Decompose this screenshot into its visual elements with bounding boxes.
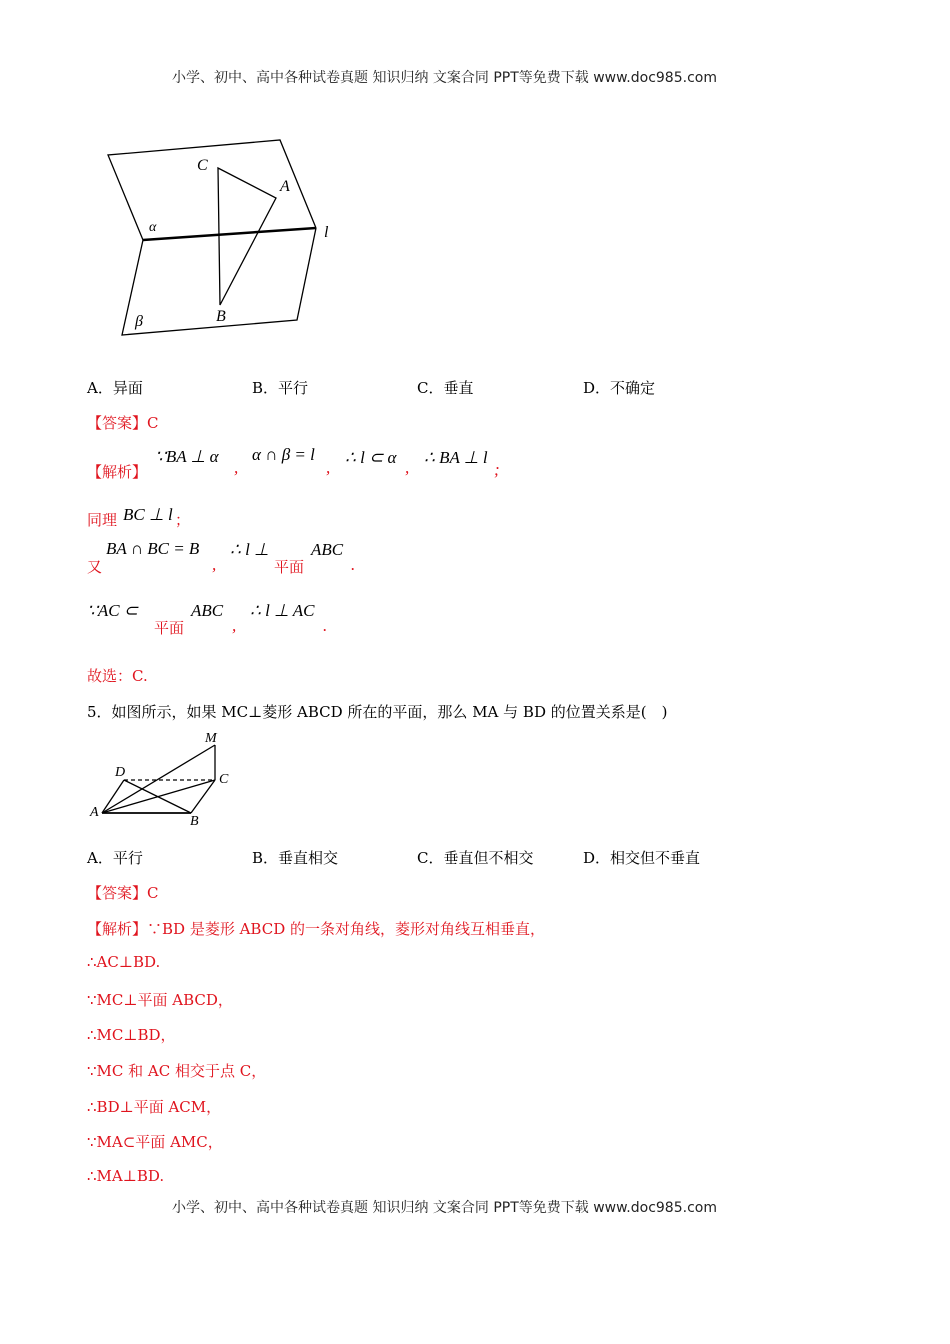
label-a: A <box>90 805 99 820</box>
label-c: C <box>219 772 229 787</box>
label-b: B <box>216 308 226 325</box>
label-beta: β <box>135 313 143 330</box>
semicolon: ; <box>494 460 500 479</box>
comma: , <box>234 458 239 477</box>
q5-option-a: A．平行 <box>87 849 143 867</box>
math-step: BC ⊥ l <box>123 505 173 524</box>
math-step: ∵AC ⊂ <box>87 601 139 620</box>
q5-answer: 【答案】C <box>87 884 159 902</box>
q5-question: 5．如图所示，如果 MC⊥菱形 ABCD 所在的平面，那么 MA 与 BD 的位置关系是( ) <box>87 703 668 721</box>
q5-analysis-line: ∴MA⊥BD. <box>87 1167 165 1185</box>
math-step: ∴ BA ⊥ l <box>424 448 488 467</box>
plane-word: 平面 <box>154 619 185 637</box>
math-step: ∵BA ⊥ α <box>155 447 219 466</box>
math-step: ∴ l ⊥ AC <box>250 601 315 620</box>
math-step: ∴ l ⊥ <box>230 540 269 559</box>
q5-analysis-line: ∵MC 和 AC 相交于点 C， <box>87 1062 267 1080</box>
comma: , <box>212 555 217 574</box>
plane-word: 平面 <box>274 558 305 576</box>
q4-option-b: B．平行 <box>252 379 309 397</box>
q5-analysis-line: ∴MC⊥BD， <box>87 1026 176 1044</box>
math-step: α ∩ β = l <box>252 445 315 464</box>
comma: , <box>326 458 331 477</box>
math-step: BA ∩ BC = B <box>106 539 200 558</box>
q4-conclusion: 故选：C. <box>87 667 148 685</box>
page-footer: 小学、初中、高中各种试卷真题 知识归纳 文案合同 PPT等免费下载 www.doc985.com <box>172 1200 717 1216</box>
q4-option-a: A．异面 <box>87 379 143 397</box>
comma: , <box>405 458 410 477</box>
page-header: 小学、初中、高中各种试卷真题 知识归纳 文案合同 PPT等免费下载 www.doc985.com <box>172 70 717 86</box>
q5-analysis-line: ∵MA⊂平面 AMC， <box>87 1133 223 1151</box>
q5-analysis-line: ∴BD⊥平面 ACM， <box>87 1098 222 1116</box>
q5-option-c: C．垂直但不相交 <box>417 849 534 867</box>
label-l: l <box>324 224 329 241</box>
q5-analysis-line: ∴AC⊥BD. <box>87 953 161 971</box>
label-a: A <box>280 178 290 195</box>
same-reason-label: 同理 <box>87 511 118 529</box>
label-d: D <box>115 765 126 780</box>
label-b: B <box>190 814 199 829</box>
q4-option-d: D．不确定 <box>583 379 656 397</box>
comma: , <box>232 616 237 635</box>
q4-option-c: C．垂直 <box>417 379 474 397</box>
q4-analysis-tag: 【解析】 <box>87 463 148 481</box>
q5-option-d: D．相交但不垂直 <box>583 849 701 867</box>
semicolon: ； <box>175 511 191 529</box>
also-label: 又 <box>87 558 103 576</box>
q5-analysis-line: 【解析】∵BD 是菱形 ABCD 的一条对角线，菱形对角线互相垂直， <box>87 920 545 938</box>
label-c: C <box>197 157 208 174</box>
q5-analysis-line: ∵MC⊥平面 ABCD， <box>87 991 233 1009</box>
math-step: ABC <box>191 601 224 620</box>
q4-answer: 【答案】C <box>87 414 159 432</box>
label-m: M <box>205 731 217 746</box>
period: . <box>351 555 356 574</box>
q5-option-b: B．垂直相交 <box>252 849 339 867</box>
label-alpha: α <box>149 220 157 235</box>
period: . <box>323 616 328 635</box>
math-step: ABC <box>311 540 344 559</box>
math-step: ∴ l ⊂ α <box>345 448 397 467</box>
